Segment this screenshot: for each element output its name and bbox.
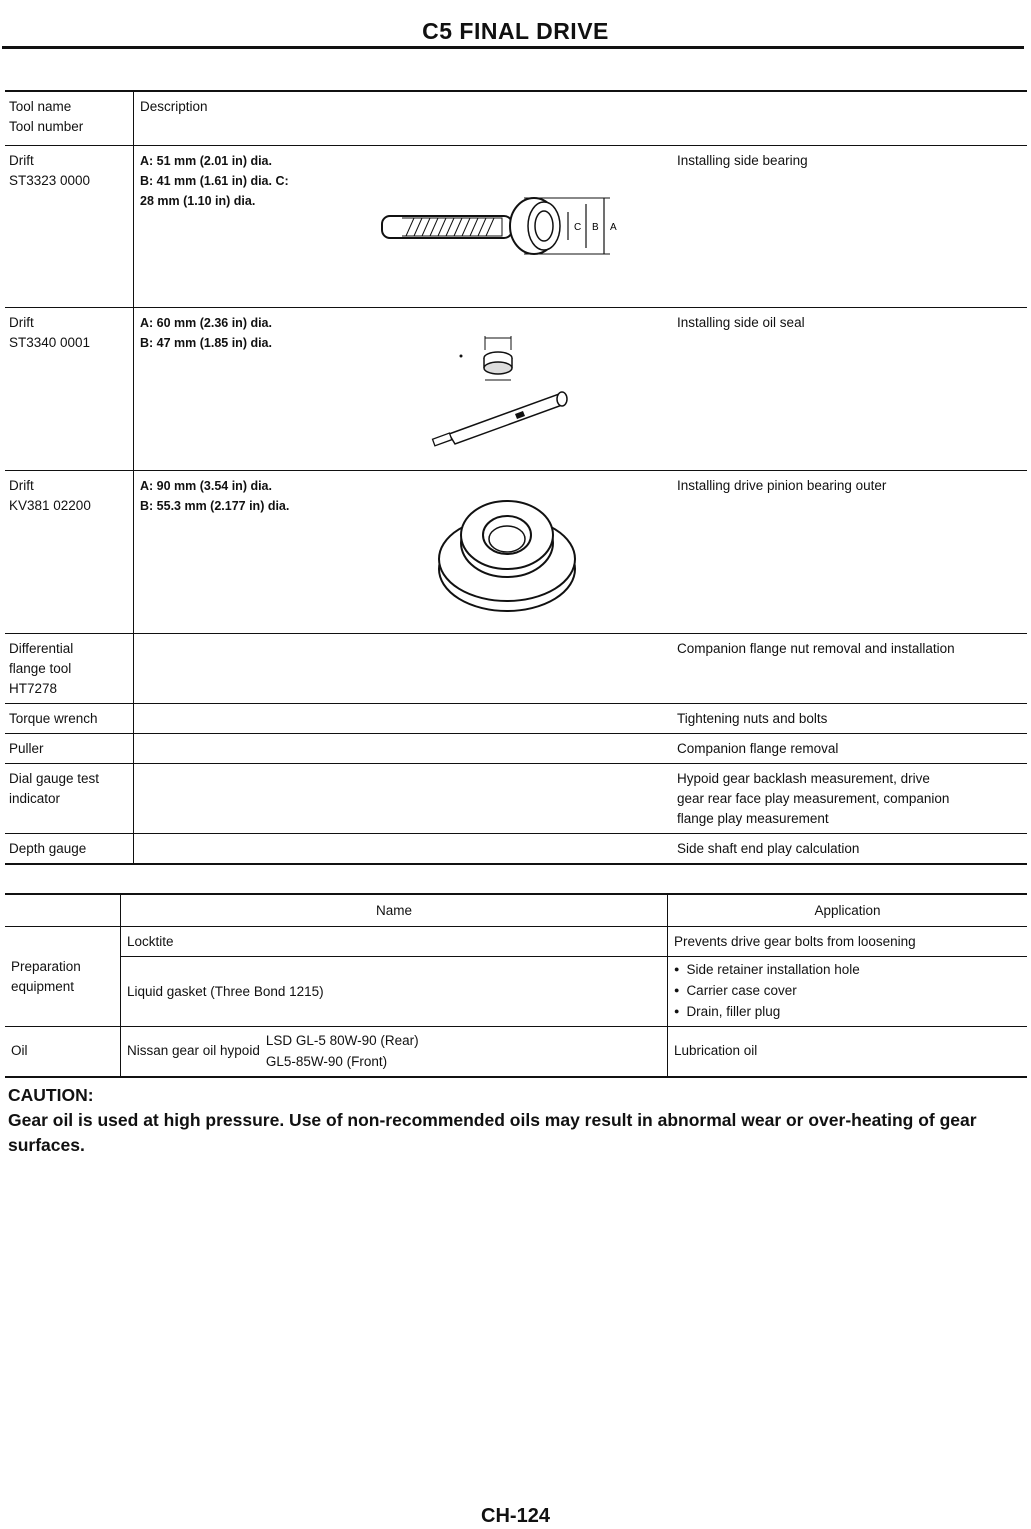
tool-number: ST3340 0001	[9, 334, 91, 350]
tool-name-line: Dial gauge test	[9, 770, 100, 786]
list-item: ● Drain, filler plug	[674, 1002, 1021, 1023]
page-title: C5 FINAL DRIVE	[422, 18, 609, 44]
usage-line: gear rear face play measurement, companion	[677, 790, 950, 806]
description-cell	[134, 733, 672, 763]
description-cell	[134, 470, 672, 633]
spec-line: A: 90 mm (3.54 in) dia.	[140, 478, 272, 493]
spec-line: B: 47 mm (1.85 in) dia.	[140, 335, 272, 350]
usage-cell	[671, 763, 1027, 833]
preparation-table	[5, 893, 1027, 1078]
description-cell	[134, 833, 672, 864]
preparation-equipment-label	[5, 927, 121, 1027]
caution-text: Gear oil is used at high pressure. Use of non-recommended oils may result in abnormal wear or over-heating of gear surfaces.	[8, 1110, 977, 1155]
application-header: Application	[668, 894, 1028, 927]
tool-name: Depth gauge	[5, 833, 134, 864]
caution-note	[8, 1083, 1026, 1158]
usage-line: flange play measurement	[677, 810, 829, 826]
tool-number: ST3323 0000	[9, 172, 91, 188]
description-cell	[134, 633, 672, 703]
table-row	[5, 145, 1027, 307]
table-header-row	[5, 894, 1027, 927]
table-row	[5, 470, 1027, 633]
usage-cell: Companion flange removal	[671, 733, 1027, 763]
tool-name-line: Differential	[9, 640, 74, 656]
drift-oil-seal-illustration	[419, 336, 579, 451]
table-row	[5, 703, 1027, 733]
oil-grade-front: GL5-85W-90 (Front)	[265, 1054, 388, 1070]
label-line: Preparation	[11, 958, 81, 974]
tool-cell	[5, 633, 134, 703]
tool-name-label: Tool name	[9, 99, 72, 114]
spec-line: A: 51 mm (2.01 in) dia.	[140, 153, 272, 168]
usage-cell: Installing side bearing	[671, 145, 1027, 307]
description-cell	[134, 703, 672, 733]
header-blank	[5, 894, 121, 927]
usage-cell: Installing drive pinion bearing outer	[671, 470, 1027, 633]
tool-name-line: flange tool	[9, 660, 72, 676]
description-header: Description	[134, 91, 1028, 145]
table-header-row	[5, 91, 1027, 145]
gasket-name: Liquid gasket (Three Bond 1215)	[121, 957, 668, 1027]
locktite-name: Locktite	[121, 927, 668, 957]
tool-number: KV381 02200	[9, 497, 91, 513]
tool-name: Drift	[9, 314, 34, 330]
list-item: ● Carrier case cover	[674, 981, 1021, 1002]
table-row	[5, 927, 1027, 957]
gasket-applications	[668, 957, 1028, 1027]
usage-cell: Side shaft end play calculation	[671, 833, 1027, 864]
drift-pinion-bearing-illustration	[434, 493, 580, 615]
caution-heading: CAUTION:	[8, 1085, 94, 1105]
spec-line: B: 55.3 mm (2.177 in) dia.	[140, 498, 290, 513]
description-cell	[134, 145, 672, 307]
drift-side-bearing-illustration	[374, 186, 634, 258]
spec-line: 28 mm (1.10 in) dia.	[140, 193, 256, 208]
tool-name-header	[5, 91, 134, 145]
table-row	[5, 833, 1027, 864]
title-rule	[2, 46, 1024, 49]
table-row	[5, 1027, 1027, 1077]
oil-name-cell	[121, 1027, 668, 1077]
special-tools-table	[5, 90, 1027, 865]
usage-line: Hypoid gear backlash measurement, drive	[677, 770, 930, 786]
tool-name: Drift	[9, 477, 34, 493]
figure-label: C	[574, 221, 582, 233]
usage-cell: Installing side oil seal	[671, 307, 1027, 470]
label-line: equipment	[11, 978, 75, 994]
spec-line: A: 60 mm (2.36 in) dia.	[140, 315, 272, 330]
oil-name: Nissan gear oil hypoid	[127, 1043, 260, 1059]
name-header: Name	[121, 894, 668, 927]
table-row	[5, 763, 1027, 833]
figure-label: A	[610, 221, 617, 233]
figure-label: B	[592, 221, 599, 233]
oil-label: Oil	[5, 1027, 121, 1077]
locktite-application: Prevents drive gear bolts from loosening	[668, 927, 1028, 957]
table-row	[5, 633, 1027, 703]
tool-name: Torque wrench	[5, 703, 134, 733]
tool-number-label: Tool number	[9, 119, 84, 134]
usage-cell: Tightening nuts and bolts	[671, 703, 1027, 733]
spec-line: B: 41 mm (1.61 in) dia. C:	[140, 173, 289, 188]
table-row	[5, 733, 1027, 763]
table-row	[5, 307, 1027, 470]
tool-name: Puller	[5, 733, 134, 763]
oil-application: Lubrication oil	[668, 1027, 1028, 1077]
tool-name: Drift	[9, 152, 34, 168]
tool-name-line: indicator	[9, 790, 61, 806]
tool-cell	[5, 145, 134, 307]
page-number: CH-124	[481, 1505, 550, 1527]
description-cell	[134, 307, 672, 470]
table-row	[5, 957, 1027, 1027]
tool-cell	[5, 307, 134, 470]
usage-cell: Companion flange nut removal and installation	[671, 633, 1027, 703]
tool-number: HT7278	[9, 680, 58, 696]
oil-grade-rear: LSD GL-5 80W-90 (Rear)	[265, 1033, 419, 1049]
list-item: ● Side retainer installation hole	[674, 960, 1021, 981]
description-cell	[134, 763, 672, 833]
tool-cell	[5, 763, 134, 833]
tool-cell	[5, 470, 134, 633]
